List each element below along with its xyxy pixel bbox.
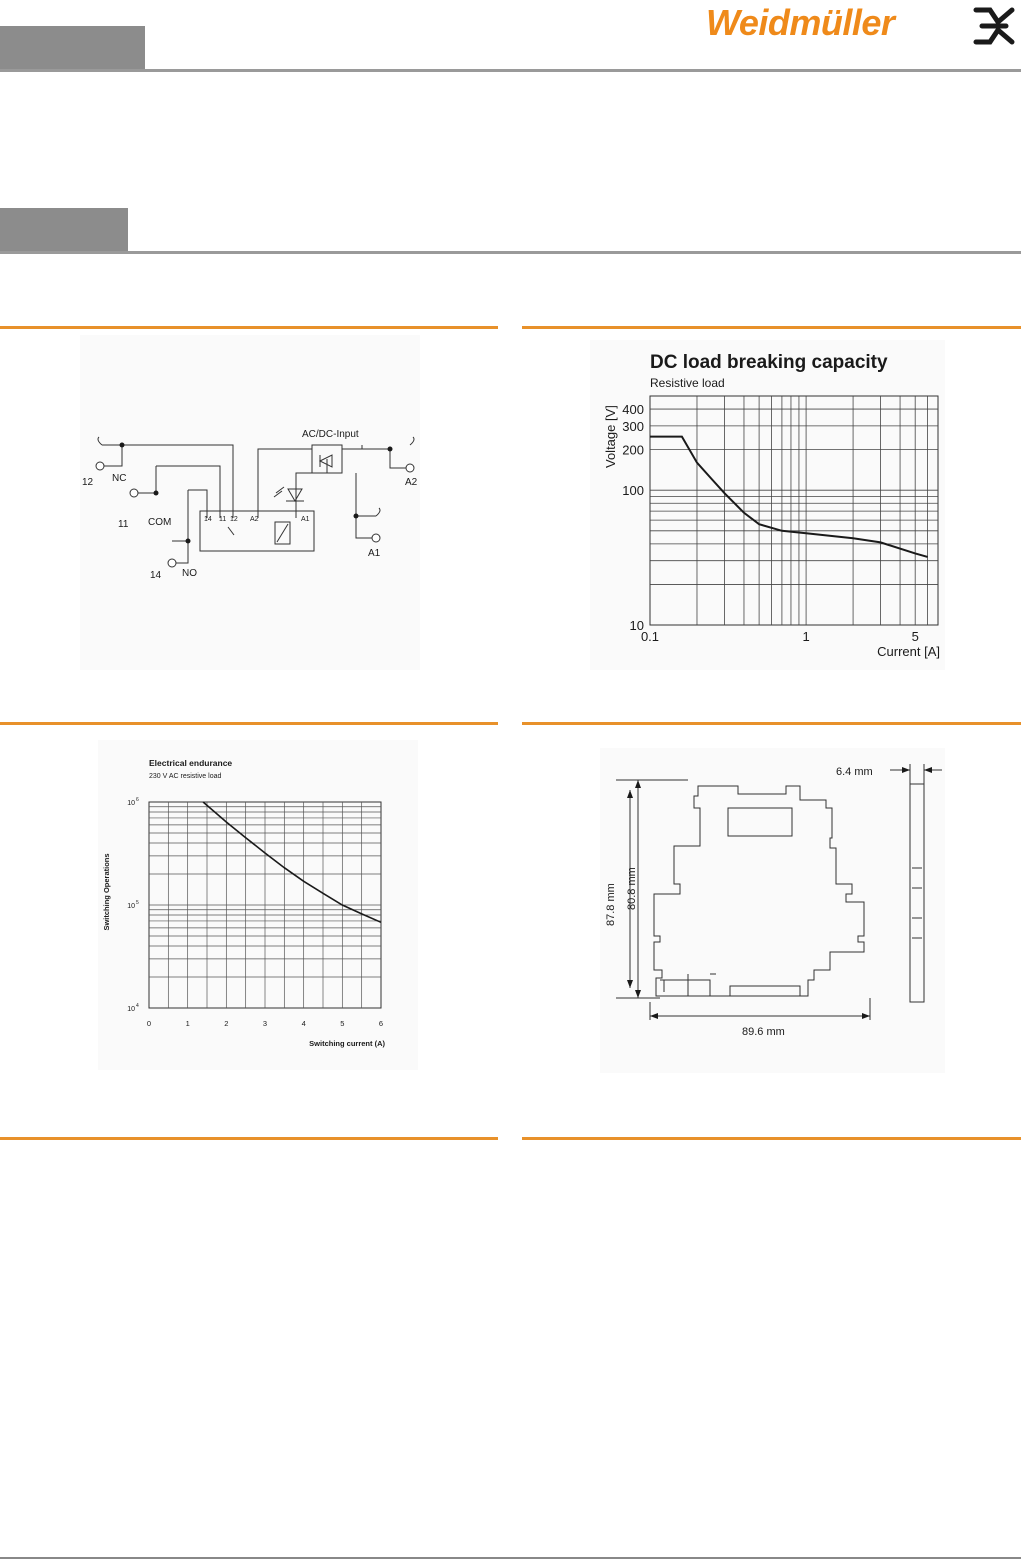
section-divider (522, 1137, 1021, 1140)
x-tick-label: 2 (224, 1019, 229, 1028)
dimension-drawing (600, 748, 945, 1073)
weidmuller-logo (704, 2, 1016, 48)
y-axis-label: Voltage [V] (603, 405, 618, 468)
y-tick-label: 10 (127, 903, 135, 910)
section-divider (522, 722, 1021, 725)
inner-a1: A1 (301, 516, 310, 523)
x-tick-label: 6 (378, 1019, 384, 1028)
input-label: AC/DC-Input (302, 429, 359, 440)
brand-name: Weidmüller (706, 2, 895, 43)
inner-height-dimension: 80.8 mm (626, 867, 638, 910)
x-tick-label: 0 (146, 1019, 152, 1028)
x-tick-label: 1 (185, 1019, 190, 1028)
y-tick-label: 300 (622, 418, 644, 434)
terminal-nc: NC (112, 473, 127, 484)
chart-subtitle: Resistive load (650, 376, 725, 390)
dc-load-chart (590, 340, 945, 670)
y-tick-exponent: 6 (136, 797, 139, 803)
x-tick-label: 4 (301, 1019, 306, 1028)
y-tick-label: 10 (629, 618, 644, 633)
x-tick-label: 5 (911, 629, 919, 644)
inner-a2: A2 (250, 516, 259, 523)
terminal-14: 14 (150, 570, 162, 581)
width-dimension: 6.4 mm (836, 766, 873, 778)
section-divider (0, 1137, 498, 1140)
total-height-dimension: 87.8 mm (605, 883, 617, 926)
section-divider (0, 722, 498, 725)
section-tab (0, 208, 128, 251)
y-tick-exponent: 5 (136, 900, 139, 906)
footer-rule (0, 1557, 1021, 1559)
chart-subtitle: 230 V AC resistive load (149, 773, 222, 780)
x-tick-label: 3 (262, 1019, 268, 1028)
terminal-com: COM (148, 517, 172, 528)
y-tick-label: 10 (127, 800, 135, 807)
x-tick-label: 0.1 (640, 629, 660, 644)
terminal-a1: A1 (368, 548, 381, 559)
x-tick-label: 5 (340, 1019, 345, 1028)
terminal-12: 12 (82, 477, 94, 488)
inner-12: 12 (230, 516, 238, 523)
header-tab (0, 26, 145, 69)
header-rule (0, 69, 1021, 72)
x-axis-label: Current [A] (877, 644, 940, 659)
terminal-11: 11 (118, 519, 129, 530)
y-tick-label: 10 (127, 1006, 135, 1013)
terminal-no: NO (182, 568, 197, 579)
y-tick-label: 400 (622, 402, 644, 418)
depth-dimension: 89.6 mm (742, 1026, 785, 1038)
x-tick-label: 1 (802, 629, 810, 644)
endurance-chart (98, 740, 418, 1070)
section-divider (0, 326, 498, 329)
weidmuller-cross-icon (972, 6, 1016, 46)
section-rule (0, 251, 1021, 254)
x-axis-label: Switching current (A) (309, 1039, 385, 1048)
wiring-diagram (80, 335, 420, 670)
inner-14: 14 (204, 516, 212, 523)
y-axis-label: Switching Operations (102, 853, 111, 931)
y-tick-exponent: 4 (136, 1003, 139, 1009)
y-tick-label: 200 (622, 442, 644, 458)
chart-title: Electrical endurance (149, 758, 233, 768)
section-divider (522, 326, 1021, 329)
terminal-a2: A2 (405, 477, 418, 488)
chart-title: DC load breaking capacity (650, 352, 888, 373)
inner-11: 11 (219, 516, 227, 523)
y-tick-label: 100 (622, 483, 644, 499)
